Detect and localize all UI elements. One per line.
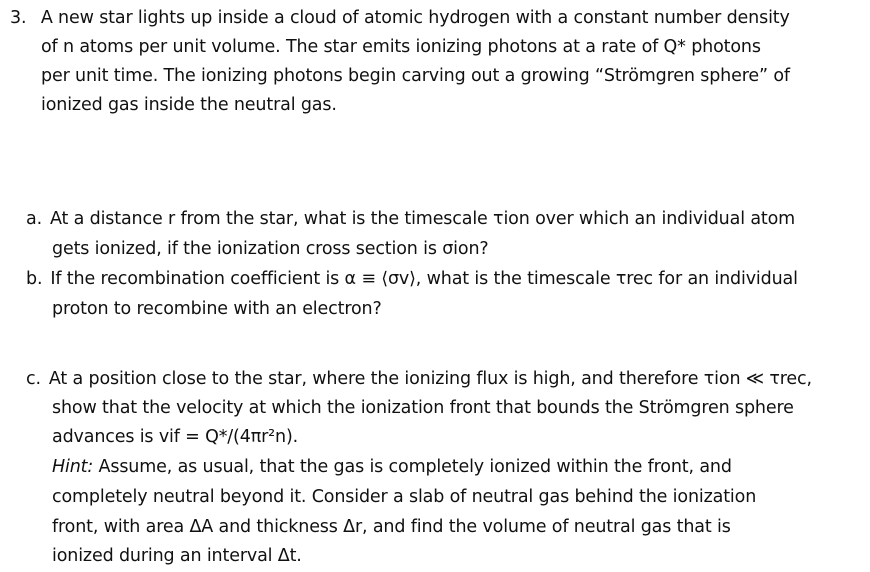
- part-c-hint-line-1: [52, 456, 732, 478]
- part-c-line-2: show that the velocity at which the ionization front that bounds the Strömgren sphere: [52, 398, 794, 418]
- part-b-line-2: proton to recombine with an electron?: [52, 299, 382, 319]
- part-a-line-1: [26, 208, 795, 230]
- part-c-line-3: advances is vif = Q*/(4πr²n).: [52, 427, 299, 447]
- part-b-line-1: [26, 268, 798, 290]
- part-a-label: a.: [26, 209, 42, 229]
- problem-intro-line-4: ionized gas inside the neutral gas.: [41, 95, 337, 115]
- intro-text-1: A new star lights up inside a cloud of atomic hydrogen with a constant number density: [40, 8, 790, 28]
- part-c-line-1: [26, 368, 812, 390]
- problem-intro-line-1: [10, 7, 790, 29]
- part-c-hint-line-2: completely neutral beyond it. Consider a slab of neutral gas behind the ionization: [52, 487, 757, 507]
- part-c-text-1: At a position close to the star, where the ionizing flux is high, and therefore τion ≪ τrec,: [48, 369, 812, 389]
- problem-intro-line-3: per unit time. The ionizing photons begin carving out a growing “Strömgren sphere” of: [41, 66, 790, 86]
- hint-label: Hint:: [52, 457, 94, 477]
- part-b-text-1: If the recombination coefficient is α ≡ ⟨σv⟩, what is the timescale τrec for an individual: [50, 269, 798, 289]
- part-c-label: c.: [26, 369, 41, 389]
- hint-text-1: Assume, as usual, that the gas is completely ionized within the front, and: [98, 457, 732, 477]
- part-a-text-1: At a distance r from the star, what is the timescale τion over which an individual atom: [50, 209, 796, 229]
- part-a-line-2: gets ionized, if the ionization cross section is σion?: [52, 239, 489, 259]
- part-c-hint-line-3: front, with area ΔA and thickness Δr, and find the volume of neutral gas that is: [52, 517, 731, 537]
- part-c-hint-line-4: ionized during an interval Δt.: [52, 546, 302, 566]
- problem-number: 3.: [10, 8, 27, 28]
- problem-intro-line-2: of n atoms per unit volume. The star emits ionizing photons at a rate of Q* photons: [41, 37, 761, 57]
- part-b-label: b.: [26, 269, 43, 289]
